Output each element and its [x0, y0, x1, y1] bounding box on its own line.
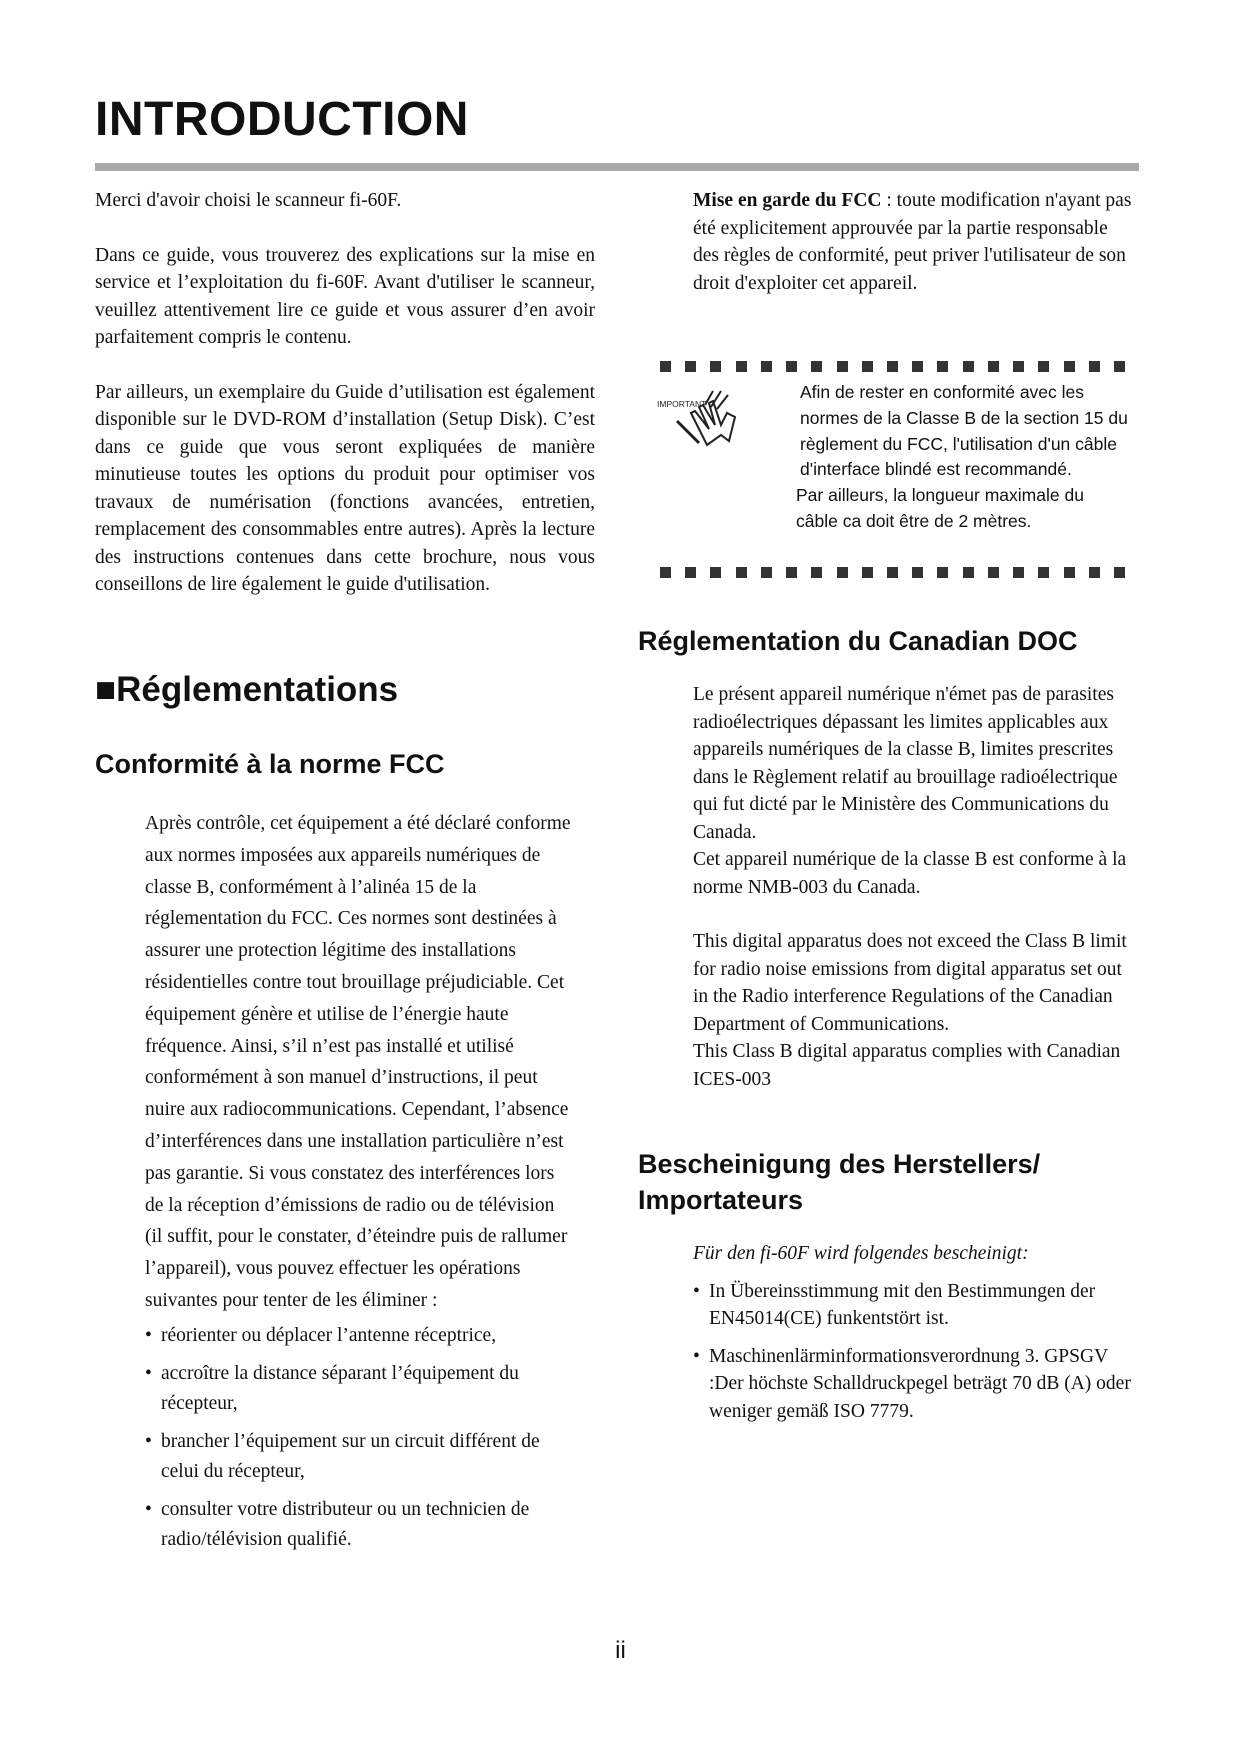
- bescheinigung-heading: [638, 1146, 1040, 1218]
- bullet-dot: •: [145, 1362, 152, 1384]
- canadian-fr-paragraph-2: Cet appareil numérique de la classe B est conforme à la norme NMB-003 du Canada.: [693, 849, 1127, 898]
- bullet-dot: •: [145, 1498, 152, 1520]
- intro-paragraph-3: Par ailleurs, un exemplaire du Guide d’utilisation est également disponible sur le DVD-ROM d’installation (Setup Disk). C’est dans ce guide que vous seront expliquées de manière minutieuse toutes les options du produit pour optimiser vos travaux de numérisation (fonctions avancées, entretien, remplacement des consommables entre autres). Après la lecture des instructions contenues dans cette brochure, nous vous conseillons de lire également le guide d'utilisation.: [95, 381, 595, 595]
- bescheinigung-intro: [693, 1240, 1138, 1268]
- bullet-dot: •: [145, 1430, 152, 1452]
- fcc-warning: [693, 187, 1133, 297]
- bullet-dot: •: [693, 1345, 700, 1367]
- page-title: INTRODUCTION: [95, 93, 469, 146]
- fcc-warning-text: : toute modification n'ayant pas été explicitement approuvée par la partie responsable des règles de conformité, peut priver l'utilisateur de son droit d'exploiter cet appareil.: [693, 190, 1132, 294]
- canadian-doc-heading: Réglementation du Canadian DOC: [638, 626, 1078, 656]
- bullet-text: réorienter ou déplacer l’antenne réceptrice,: [161, 1324, 497, 1346]
- intro-paragraph-1: Merci d'avoir choisi le scanneur fi-60F.: [95, 190, 402, 211]
- list-item: [145, 1427, 575, 1487]
- fcc-heading: Conformité à la norme FCC: [95, 749, 445, 779]
- bullet-text: accroître la distance séparant l’équipement du récepteur,: [161, 1362, 519, 1414]
- important-hand-icon: [655, 385, 755, 455]
- bescheinigung-bullet-list: [693, 1278, 1138, 1426]
- bullet-dot: •: [693, 1280, 700, 1302]
- canadian-doc-section: [693, 681, 1138, 1093]
- bescheinigung-intro-text: Für den fi-60F wird folgendes bescheinigt:: [693, 1243, 1029, 1264]
- important-note: [796, 380, 1130, 535]
- section-heading-text: Réglementations: [116, 670, 399, 709]
- bullet-text: brancher l’équipement sur un circuit différent de celui du récepteur,: [161, 1430, 540, 1482]
- list-item: [693, 1278, 1138, 1333]
- intro-paragraph-2: Dans ce guide, vous trouverez des explications sur la mise en service et l’exploitation du fi-60F. Avant d'utiliser le scanneur, veuillez attentivement lire ce guide et vous assurer d’en avoir parfaitement compris le contenu.: [95, 244, 595, 348]
- intro-section: [95, 187, 595, 599]
- list-item: [145, 1495, 575, 1555]
- bescheinigung-section: [693, 1240, 1138, 1433]
- bescheinigung-heading-line-1: Bescheinigung des Herstellers/: [638, 1149, 1041, 1179]
- page-number: ii: [615, 1637, 626, 1664]
- reglementations-heading: [95, 670, 398, 710]
- important-bottom-border: [660, 567, 1125, 579]
- bullet-dot: •: [145, 1324, 152, 1346]
- section-marker: ■: [95, 670, 117, 709]
- canadian-fr-paragraph-1: Le présent appareil numérique n'émet pas de parasites radioélectriques dépassant les limites applicables aux appareils numériques de la classe B, limites prescrites dans le Règlement relatif au brouillage radioélectrique qui fut dicté par le Ministère des Communications du Canada.: [693, 684, 1118, 843]
- fcc-warning-paragraph: [693, 187, 1133, 297]
- important-icon-label: IMPORTANT: [657, 399, 707, 409]
- fcc-warning-label: Mise en garde du FCC: [693, 190, 882, 211]
- important-note-line-2: Par ailleurs, la longueur maximale du câble ca doit être de 2 mètres.: [796, 485, 1084, 531]
- list-item: [145, 1321, 575, 1351]
- list-item: [145, 1359, 575, 1419]
- fcc-section: [145, 808, 575, 1563]
- bullet-text: Maschinenlärminformationsverordnung 3. GPSGV :Der höchste Schalldruckpegel beträgt 70 dB (A) oder weniger gemäß ISO 7779.: [709, 1345, 1131, 1422]
- canadian-en-paragraph-2: This Class B digital apparatus complies with Canadian ICES-003: [693, 1041, 1121, 1090]
- title-rule: [95, 163, 1139, 171]
- bullet-text: In Übereinsstimmung mit den Bestimmungen der EN45014(CE) funkentstört ist.: [709, 1280, 1096, 1329]
- fcc-paragraph: Après contrôle, cet équipement a été déclaré conforme aux normes imposées aux appareils numériques de classe B, conformément à l’alinéa 15 de la réglementation du FCC. Ces normes sont destinées à assurer une protection légitime des installations résidentielles contre tout brouillage préjudiciable. Cet équipement génère et utilise de l’énergie haute fréquence. Ainsi, s’il n’est pas installé et utilisé conformément à son manuel d’instructions, il peut nuire aux radiocommunications. Cependant, l’absence d’interférences dans une installation particulière n’est pas garantie. Si vous constatez des interférences lors de la réception d’émissions de radio ou de télévision (il suffit, pour le constater, d’éteindre puis de rallumer l’appareil), vous pouvez effectuer les opérations suivantes pour tenter de les éliminer :: [145, 813, 571, 1311]
- bescheinigung-heading-line-2: Importateurs: [638, 1185, 804, 1215]
- canadian-en-paragraph-1: This digital apparatus does not exceed the Class B limit for radio noise emissions from digital apparatus set out in the Radio interference Regulations of the Canadian Department of Communications.: [693, 931, 1127, 1035]
- list-item: [693, 1343, 1138, 1426]
- important-top-border: [660, 361, 1125, 373]
- important-note-line-1: Afin de rester en conformité avec les normes de la Classe B de la section 15 du règlement du FCC, l'utilisation d'un câble d'interface blindé est recommandé.: [800, 382, 1128, 480]
- fcc-bullet-list: [145, 1321, 575, 1555]
- bullet-text: consulter votre distributeur ou un technicien de radio/télévision qualifié.: [161, 1498, 530, 1550]
